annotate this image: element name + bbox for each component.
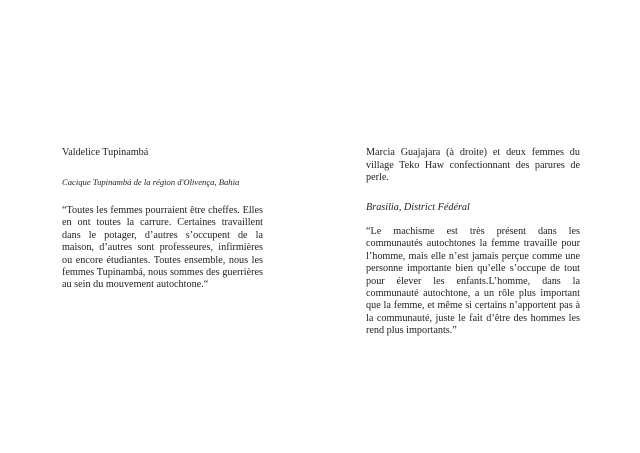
photo-caption: Marcia Guajajara (à droite) et deux femmes du village Teko Haw confectionnant des parures de perle. — [366, 147, 580, 184]
quote-text: “Toutes les femmes pourraient être cheffes. Elles en ont toutes la carrure. Certaines travaillent dans le potager, d’autres s’occupent de la maison, d’autres sont professeures, infirmières ou encore étudiantes. Toutes ensemble, nous les femmes Tupinambá, nous sommes des guerrières au sein du mouvement autochtone.“ — [62, 205, 263, 291]
quote-text: “Le machisme est très présent dans les communautés autochtones la femme travaille pour l’homme, mais elle n’est jamais perçue comme une personne importante bien qu’elle s’occupe de tout pour élever les enfants.L’homme, dans la communauté autochtone, a un rôle plus important que la femme, et même si certains n’apportent pas à la communauté, juste le fait d’être des hommes les rend plus importants.” — [366, 226, 580, 337]
person-name: Valdelice Tupinambá — [62, 147, 149, 158]
person-title: Cacique Tupinambá de la région d'Olivença, Bahia — [62, 177, 240, 187]
location-subtitle: Brasilia, District Fédéral — [366, 202, 470, 213]
